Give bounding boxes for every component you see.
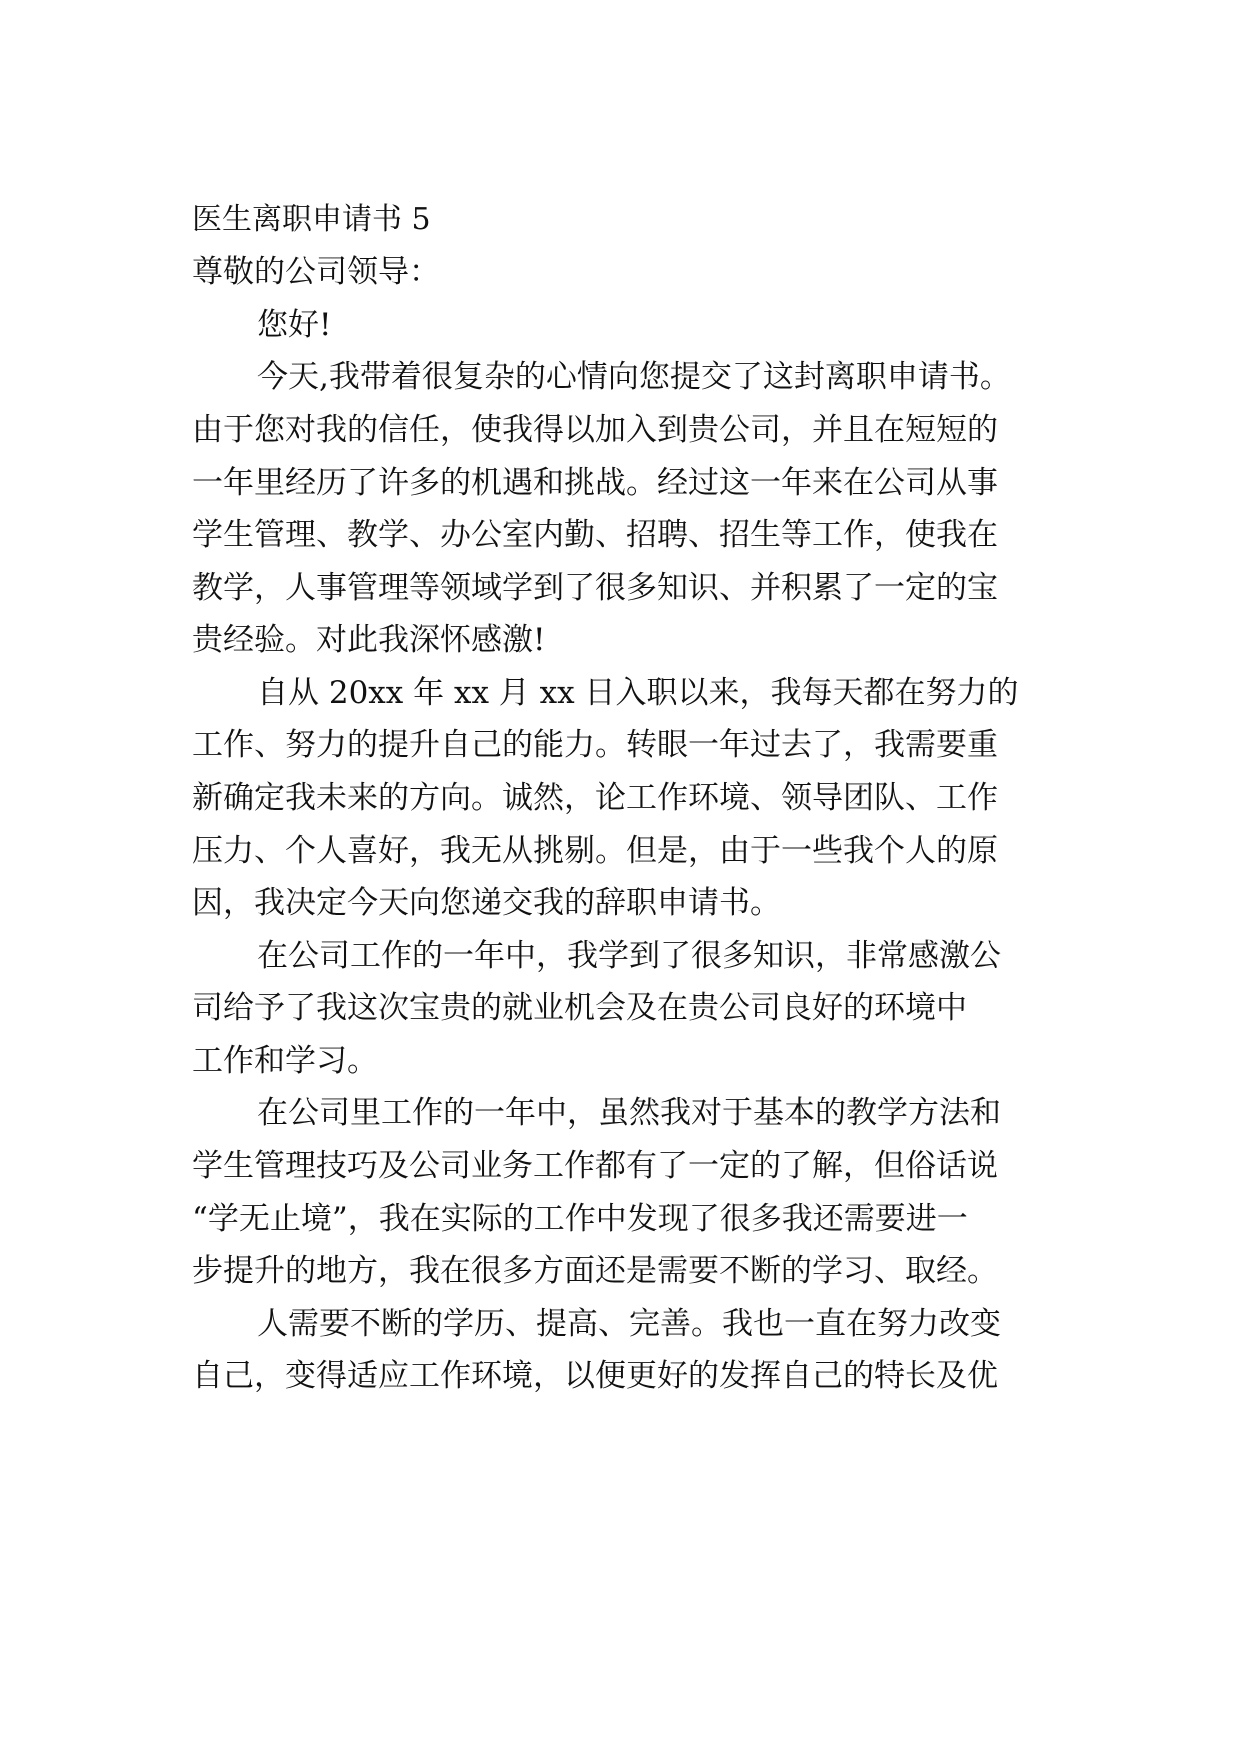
text-line: 自己，变得适应工作环境，以便更好的发挥自己的特长及优	[192, 1358, 998, 1394]
text-line: 压力、个人喜好，我无从挑剔。但是，由于一些我个人的原	[192, 833, 998, 869]
text-line: 步提升的地方，我在很多方面还是需要不断的学习、取经。	[192, 1253, 998, 1289]
text-line: 教学，人事管理等领域学到了很多知识、并积累了一定的宝	[192, 570, 998, 606]
text-line: 在公司工作的一年中，我学到了很多知识，非常感激公	[257, 938, 1001, 974]
text-line: 贵经验。对此我深怀感激!	[192, 622, 546, 658]
text-line: 今天,我带着很复杂的心情向您提交了这封离职申请书。	[257, 359, 1011, 395]
text-line: 新确定我未来的方向。诚然，论工作环境、领导团队、工作	[192, 780, 998, 816]
salutation: 尊敬的公司领导：	[192, 254, 440, 290]
text-line: 自从 20xx 年 xx 月 xx 日入职以来，我每天都在努力的	[257, 675, 1019, 711]
text-line: 人需要不断的学历、提高、完善。我也一直在努力改变	[257, 1306, 1001, 1342]
text-line: 一年里经历了许多的机遇和挑战。经过这一年来在公司从事	[192, 465, 998, 501]
text-line: 在公司里工作的一年中，虽然我对于基本的教学方法和	[257, 1095, 1001, 1131]
text-line: 学生管理技巧及公司业务工作都有了一定的了解，但俗话说	[192, 1148, 998, 1184]
text-line: 工作和学习。	[192, 1043, 378, 1079]
text-line: 您好!	[257, 307, 332, 343]
text-line: “学无止境”，我在实际的工作中发现了很多我还需要进一	[192, 1201, 968, 1237]
text-line: 工作、努力的提升自己的能力。转眼一年过去了，我需要重	[192, 727, 998, 763]
document-title: 医生离职申请书 5	[192, 202, 431, 237]
text-line: 因，我决定今天向您递交我的辞职申请书。	[192, 885, 781, 921]
text-line: 学生管理、教学、办公室内勤、招聘、招生等工作，使我在	[192, 517, 998, 553]
text-line: 由于您对我的信任，使我得以加入到贵公司，并且在短短的	[192, 412, 998, 448]
text-line: 司给予了我这次宝贵的就业机会及在贵公司良好的环境中	[192, 990, 967, 1026]
